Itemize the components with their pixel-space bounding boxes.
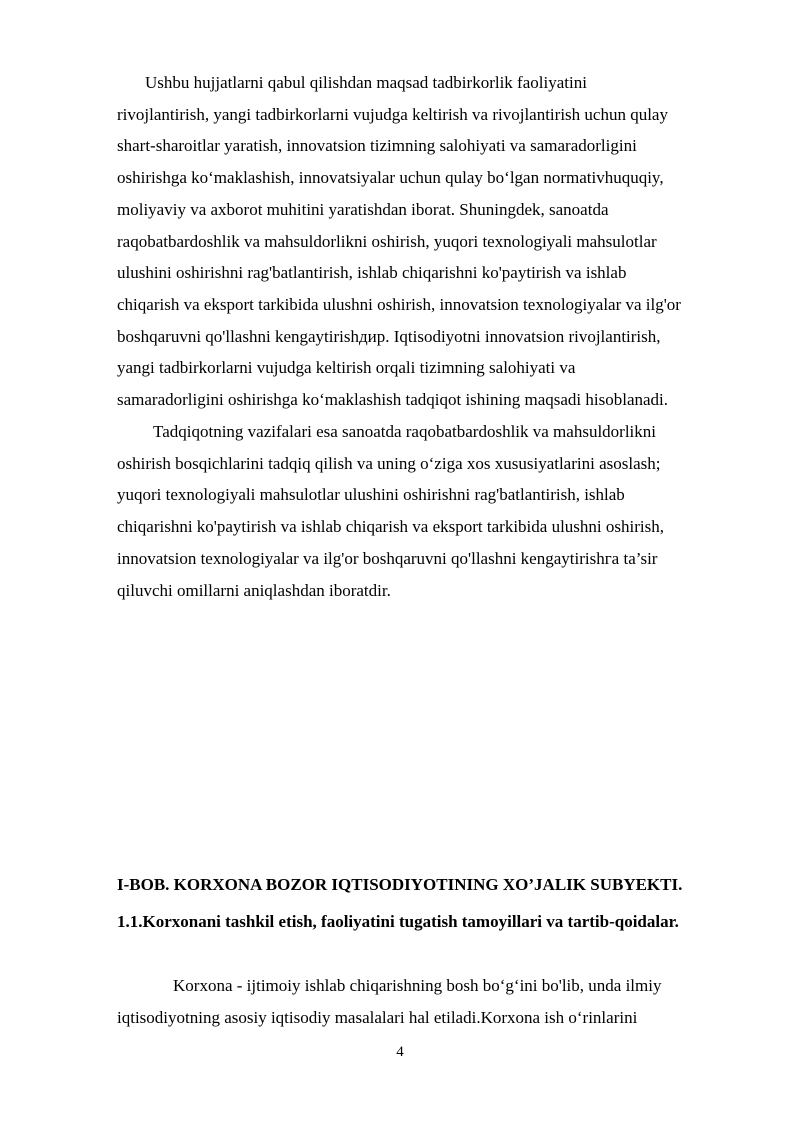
paragraph-tasks — [117, 416, 757, 606]
section-heading: 1.1.Korxonani tashkil etish, faoliyatini tugatish tamoyillari va tartib-qoidalar. — [117, 912, 679, 931]
text-line: oshirish bosqichlarini tadqiq qilish va uning o‘ziga xos xususiyatlarini asoslash; — [117, 453, 661, 473]
paragraph-purpose — [117, 67, 757, 416]
text-line: rivojlantirish, yangi tadbirkorlarni vujudga keltirish va rivojlantirish uchun qulay — [117, 104, 668, 124]
text-line: samaradorligini oshirishga ko‘maklashish tadqiqot ishining maqsadi hisoblanadi. — [117, 390, 669, 410]
text-line: chiqarishni ko'paytirish va ishlab chiqarish va eksport tarkibida ulushni oshirish, — [117, 517, 664, 537]
chapter-heading: I-BOB. KORXONA BOZOR IQTISODIYOTINING XO’JALIK SUBYEKTI. — [117, 875, 683, 894]
text-line: moliyaviy va axborot muhitini yaratishdan iborat. Shuningdek, sanoatda — [117, 199, 609, 219]
text-line: innovatsion texnologiyalar va ilg'or boshqaruvni qo'llashni kengaytirishга ta’sir — [117, 548, 658, 568]
text-line: qiluvchi omillarni aniqlashdan iboratdir. — [117, 580, 391, 600]
page-number: 4 — [396, 1044, 404, 1060]
text-line: boshqaruvni qo'llashni kengaytirishдир. Iqtisodiyotni innovatsion rivojlantirish, — [117, 326, 661, 346]
text-line: oshirishga ko‘maklashish, innovatsiyalar uchun qulay bo‘lgan normativhuquqiy, — [117, 168, 664, 188]
text-line: iqtisodiyotning asosiy iqtisodiy masalalari hal etiladi.Korxona ish o‘rinlarini — [117, 1007, 638, 1027]
text-line: Tadqiqotning vazifalari esa sanoatda raqobatbardoshlik va mahsuldorlikni — [153, 422, 656, 441]
text-line: chiqarish va eksport tarkibida ulushni oshirish, innovatsion texnologiyalar va ilg'or — [117, 294, 681, 314]
text-line: ulushini oshirishni rag'batlantirish, ishlab chiqarishni ko'paytirish va ishlab — [117, 263, 627, 283]
text-line: shart-sharoitlar yaratish, innovatsion tizimning salohiyati va samaradorligini — [117, 136, 637, 156]
text-line: Korxona - ijtimoiy ishlab chiqarishning bosh bo‘g‘ini bo'lib, unda ilmiy — [173, 976, 662, 995]
paragraph-enterprise — [117, 970, 757, 1033]
text-line: yuqori texnologiyali mahsulotlar ulushini oshirishni rag'batlantirish, ishlab — [117, 485, 625, 505]
text-line: raqobatbardoshlik va mahsuldorlikni oshirish, yuqori texnologiyali mahsulotlar — [117, 231, 657, 251]
text-line: yangi tadbirkorlarni vujudga keltirish orqali tizimning salohiyati va — [117, 358, 576, 378]
text-line: Ushbu hujjatlarni qabul qilishdan maqsad tadbirkorlik faoliyatini — [145, 73, 587, 92]
